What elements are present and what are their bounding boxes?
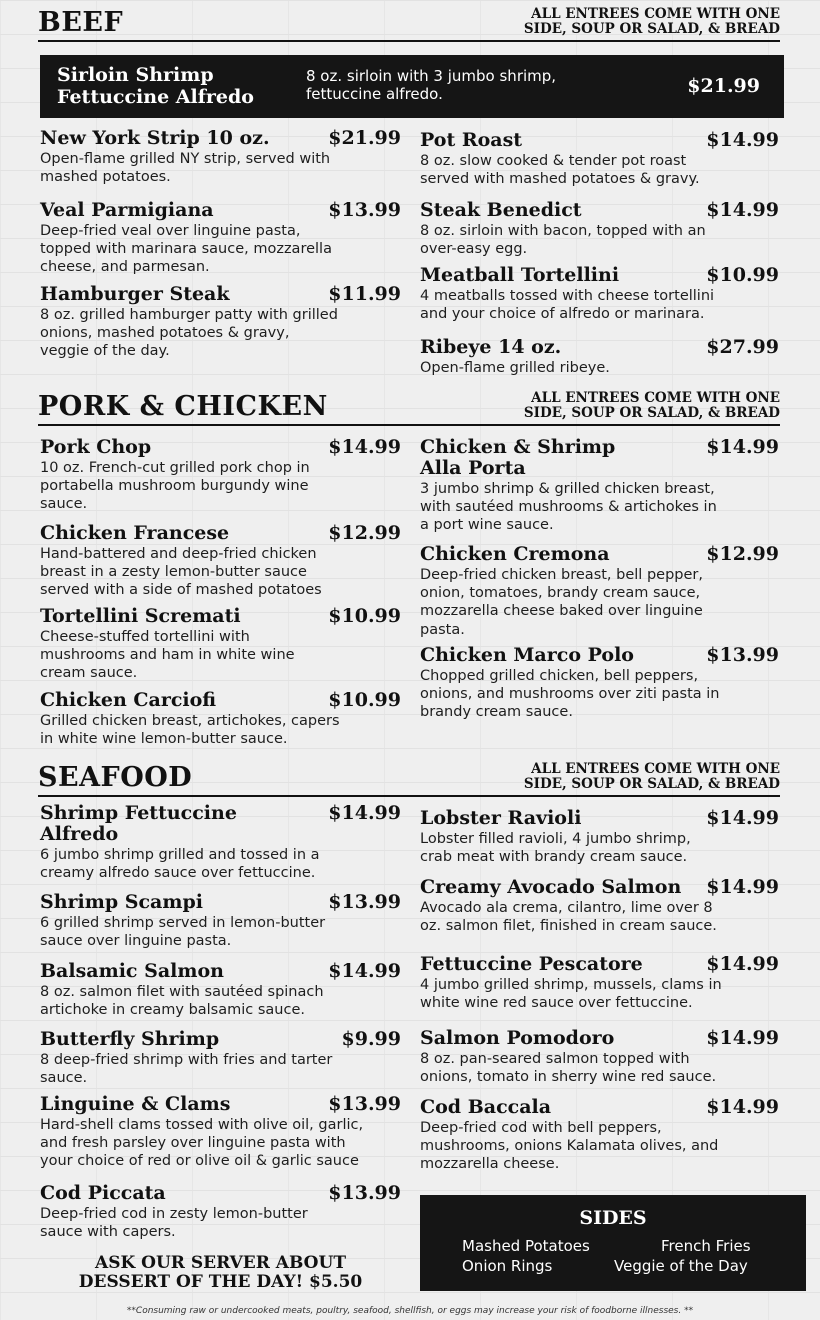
desc-line: sauce.: [40, 496, 88, 513]
dessert-line: DESSERT OF THE DAY! $5.50: [78, 1272, 363, 1292]
desc-line: crab meat with brandy cream sauce.: [420, 849, 688, 866]
item-description: [420, 222, 706, 258]
desc-line: sauce with capers.: [40, 1224, 176, 1241]
featured-item: [40, 55, 784, 118]
item-price: $13.99: [328, 1182, 401, 1204]
desc-line: with sautéed mushrooms & artichokes in: [420, 499, 717, 516]
section-title: SEAFOOD: [38, 762, 193, 793]
desc-line: 4 jumbo grilled shrimp, mussels, clams in: [420, 977, 722, 993]
item-description: [420, 1119, 718, 1174]
item-name-line: Cod Baccala: [420, 1096, 552, 1118]
desc-line: Hand-battered and deep-fried chicken: [40, 546, 317, 562]
section-note: [524, 7, 780, 37]
item-name: [40, 690, 216, 711]
item-name: [40, 437, 151, 458]
desc-line: 8 oz. sirloin with bacon, topped with an: [420, 223, 706, 239]
desc-line: breast in a zesty lemon-butter sauce: [40, 564, 307, 581]
item-name: [40, 1029, 219, 1050]
item-name: [40, 803, 237, 845]
section-header-pork-chicken: [38, 386, 780, 426]
disclaimer: **Consuming raw or undercooked meats, poultry, seafood, shellfish, or eggs may increase your risk of foodborne illnesses. **: [126, 1306, 694, 1316]
sides-box: [420, 1195, 806, 1291]
item-name: [40, 1183, 166, 1204]
note-line: ALL ENTREES COME WITH ONE: [531, 390, 780, 406]
desc-line: Deep-fried chicken breast, bell pepper,: [420, 567, 703, 583]
desc-line: mushrooms, onions Kalamata olives, and: [420, 1138, 719, 1155]
item-price: $14.99: [706, 807, 779, 829]
section-title: BEEF: [38, 7, 124, 38]
item-price: $14.99: [328, 436, 401, 458]
item-price: $9.99: [341, 1028, 401, 1050]
featured-price: $21.99: [687, 75, 760, 97]
sides-title: SIDES: [579, 1207, 647, 1229]
desc-line: veggie of the day.: [40, 343, 170, 360]
item-name-line: Chicken Francese: [40, 522, 230, 544]
desc-line: cheese, and parmesan.: [40, 259, 210, 276]
item-name-line: Pork Chop: [40, 436, 152, 458]
desc-line: 10 oz. French-cut grilled pork chop in: [40, 460, 310, 476]
desc-line: 8 oz. slow cooked & tender pot roast: [420, 153, 687, 169]
item-name-line: Fettuccine Pescatore: [420, 953, 643, 975]
featured-name: [57, 64, 254, 108]
item-price: $12.99: [706, 543, 779, 565]
dessert-line: ASK OUR SERVER ABOUT: [95, 1253, 346, 1273]
item-name-line: Creamy Avocado Salmon: [420, 876, 682, 898]
note-line: SIDE, SOUP OR SALAD, & BREAD: [523, 405, 780, 421]
item-price: $14.99: [706, 1096, 779, 1118]
desc-line: oz. salmon filet, finished in cream sauce.: [420, 918, 717, 935]
desc-line: Hard-shell clams tossed with olive oil, garlic,: [40, 1117, 364, 1133]
item-name-line: Chicken & Shrimp: [420, 436, 616, 458]
item-name-line: Balsamic Salmon: [40, 960, 224, 982]
item-description: [420, 566, 703, 639]
item-name: [420, 337, 561, 358]
item-name: [420, 544, 610, 565]
item-name: [420, 200, 582, 221]
item-price: $14.99: [328, 960, 401, 982]
item-price: $13.99: [328, 199, 401, 221]
desc-line: mozzarella cheese.: [420, 1156, 560, 1173]
desc-line: Cheese-stuffed tortellini with: [40, 629, 250, 645]
desc-line: Avocado ala crema, cilantro, lime over 8: [420, 900, 713, 916]
item-name: [420, 1097, 551, 1118]
item-description: [420, 359, 610, 377]
note-line: SIDE, SOUP OR SALAD, & BREAD: [523, 776, 780, 792]
item-name: [420, 437, 615, 479]
desc-line: brandy cream sauce.: [420, 704, 573, 721]
item-price: $13.99: [328, 1093, 401, 1115]
item-description: [40, 545, 322, 600]
item-name: [40, 200, 214, 221]
item-description: [420, 480, 717, 535]
item-description: [40, 846, 320, 882]
item-name: [40, 523, 229, 544]
desc-line: sauce.: [40, 1070, 88, 1087]
item-price: $21.99: [328, 127, 401, 149]
item-name-line: Ribeye 14 oz.: [420, 336, 562, 358]
desc-line: onion, tomatoes, brandy cream sauce,: [420, 585, 701, 602]
section-title: PORK & CHICKEN: [38, 391, 328, 422]
section-note: [524, 391, 780, 421]
item-name-line: Tortellini Scremati: [40, 605, 241, 627]
item-name: [420, 130, 522, 151]
desc-line: topped with marinara sauce, mozzarella: [40, 241, 332, 258]
item-name-line: New York Strip 10 oz.: [40, 127, 270, 149]
desc-line: 6 jumbo shrimp grilled and tossed in a: [40, 847, 320, 863]
note-line: ALL ENTREES COME WITH ONE: [531, 6, 780, 22]
item-name-line: Shrimp Scampi: [40, 891, 203, 913]
desc-line: Chopped grilled chicken, bell peppers,: [420, 668, 699, 684]
item-name-line: Pot Roast: [420, 129, 523, 151]
desc-line: Deep-fried cod in zesty lemon-butter: [40, 1206, 308, 1222]
desc-line: sauce over linguine pasta.: [40, 933, 232, 950]
item-name-line: Alla Porta: [420, 457, 526, 479]
side-item: Mashed Potatoes: [462, 1237, 590, 1255]
desc-line: Deep-fried cod with bell peppers,: [420, 1120, 662, 1136]
item-name: [420, 1028, 614, 1049]
item-name-line: Steak Benedict: [420, 199, 582, 221]
name-line: Fettuccine Alfredo: [57, 86, 254, 108]
desc-line: onions, and mushrooms over ziti pasta in: [420, 686, 720, 703]
item-description: [40, 1205, 308, 1241]
item-name: [420, 265, 619, 286]
desc-line: Open-flame grilled NY strip, served with: [40, 151, 331, 167]
side-item: French Fries: [661, 1237, 751, 1255]
item-name-line: Hamburger Steak: [40, 283, 230, 305]
item-price: $14.99: [328, 802, 401, 824]
item-description: [40, 1116, 363, 1171]
item-name: [40, 961, 224, 982]
item-name-line: Shrimp Fettuccine: [40, 802, 237, 824]
item-name: [420, 954, 643, 975]
item-price: $10.99: [706, 264, 779, 286]
item-price: $13.99: [706, 644, 779, 666]
desc-line: white wine red sauce over fettuccine.: [420, 995, 693, 1012]
item-price: $14.99: [706, 876, 779, 898]
desc-line: Grilled chicken breast, artichokes, capers: [40, 713, 340, 729]
item-price: $10.99: [328, 605, 401, 627]
desc-line: in white wine lemon-butter sauce.: [40, 731, 288, 748]
desc-line: 8 deep-fried shrimp with fries and tarter: [40, 1052, 333, 1068]
desc-line: artichoke in creamy balsamic sauce.: [40, 1002, 305, 1019]
desc-line: 3 jumbo shrimp & grilled chicken breast,: [420, 481, 715, 497]
desc-line: portabella mushroom burgundy wine: [40, 478, 309, 495]
side-item: Onion Rings: [462, 1257, 553, 1275]
name-line: Sirloin Shrimp: [57, 64, 214, 86]
item-description: [420, 152, 700, 188]
item-description: [40, 459, 310, 514]
desc-line: served with mashed potatoes & gravy.: [420, 171, 700, 188]
item-name: [40, 128, 270, 149]
item-description: [40, 222, 332, 277]
item-name: [420, 645, 634, 666]
section-header-seafood: [38, 757, 780, 797]
item-name-line: Butterfly Shrimp: [40, 1028, 220, 1050]
desc-line: and fresh parsley over linguine pasta with: [40, 1135, 346, 1152]
item-price: $14.99: [706, 199, 779, 221]
desc-line: 8 oz. grilled hamburger patty with grilled: [40, 307, 338, 323]
desc-line: onions, tomato in sherry wine red sauce.: [420, 1069, 717, 1086]
desc-line: onions, mashed potatoes & gravy,: [40, 325, 290, 342]
item-price: $14.99: [706, 129, 779, 151]
desc-line: mushrooms and ham in white wine: [40, 647, 295, 664]
desc-line: 8 oz. sirloin with 3 jumbo shrimp,: [306, 67, 557, 85]
item-description: [40, 306, 338, 361]
desc-line: your choice of red or olive oil & garlic sauce: [40, 1153, 359, 1170]
dessert-note: [40, 1254, 401, 1292]
desc-line: mashed potatoes.: [40, 169, 171, 186]
item-name-line: Salmon Pomodoro: [420, 1027, 615, 1049]
item-name-line: Linguine & Clams: [40, 1093, 231, 1115]
note-line: SIDE, SOUP OR SALAD, & BREAD: [523, 21, 780, 37]
desc-line: Lobster filled ravioli, 4 jumbo shrimp,: [420, 831, 691, 847]
item-name-line: Veal Parmigiana: [40, 199, 214, 221]
item-description: [420, 830, 691, 866]
item-name-line: Chicken Carciofi: [40, 689, 217, 711]
item-name-line: Lobster Ravioli: [420, 807, 582, 829]
desc-line: 6 grilled shrimp served in lemon-butter: [40, 915, 326, 931]
item-description: [40, 712, 340, 748]
featured-desc: [306, 67, 556, 103]
desc-line: served with a side of mashed potatoes: [40, 582, 322, 599]
desc-line: 8 oz. pan-seared salmon topped with: [420, 1051, 690, 1067]
side-item: Veggie of the Day: [614, 1257, 748, 1275]
item-name-line: Meatball Tortellini: [420, 264, 620, 286]
item-description: [40, 914, 325, 950]
item-name: [40, 284, 230, 305]
note-line: ALL ENTREES COME WITH ONE: [531, 761, 780, 777]
desc-line: fettuccine alfredo.: [306, 85, 443, 103]
item-description: [40, 150, 330, 186]
item-name-line: Alfredo: [40, 823, 119, 845]
item-price: $12.99: [328, 522, 401, 544]
desc-line: 8 oz. salmon filet with sautéed spinach: [40, 984, 324, 1000]
item-description: [420, 976, 722, 1012]
desc-line: Open-flame grilled ribeye.: [420, 360, 610, 376]
desc-line: cream sauce.: [40, 665, 138, 682]
section-note: [524, 762, 780, 792]
desc-line: mozzarella cheese baked over linguine: [420, 603, 703, 620]
item-name: [420, 808, 581, 829]
item-price: $27.99: [706, 336, 779, 358]
desc-line: Deep-fried veal over linguine pasta,: [40, 223, 301, 239]
item-price: $14.99: [706, 953, 779, 975]
desc-line: pasta.: [420, 621, 465, 638]
desc-line: and your choice of alfredo or marinara.: [420, 306, 705, 323]
item-description: [420, 287, 714, 323]
desc-line: 4 meatballs tossed with cheese tortellini: [420, 288, 715, 304]
item-name-line: Cod Piccata: [40, 1182, 166, 1204]
item-price: $13.99: [328, 891, 401, 913]
desc-line: creamy alfredo sauce over fettuccine.: [40, 865, 316, 882]
item-name: [40, 1094, 230, 1115]
item-description: [40, 983, 324, 1019]
item-description: [40, 628, 295, 683]
item-price: $14.99: [706, 436, 779, 458]
item-name: [40, 892, 203, 913]
item-price: $11.99: [328, 283, 401, 305]
item-description: [420, 1050, 716, 1086]
item-price: $10.99: [328, 689, 401, 711]
item-description: [420, 899, 717, 935]
item-description: [40, 1051, 332, 1087]
item-description: [420, 667, 720, 722]
item-name: [40, 606, 241, 627]
desc-line: a port wine sauce.: [420, 517, 554, 534]
item-name: [420, 877, 681, 898]
desc-line: over-easy egg.: [420, 241, 528, 258]
item-name-line: Chicken Marco Polo: [420, 644, 634, 666]
item-price: $14.99: [706, 1027, 779, 1049]
item-name-line: Chicken Cremona: [420, 543, 610, 565]
section-header-beef: [38, 2, 780, 42]
